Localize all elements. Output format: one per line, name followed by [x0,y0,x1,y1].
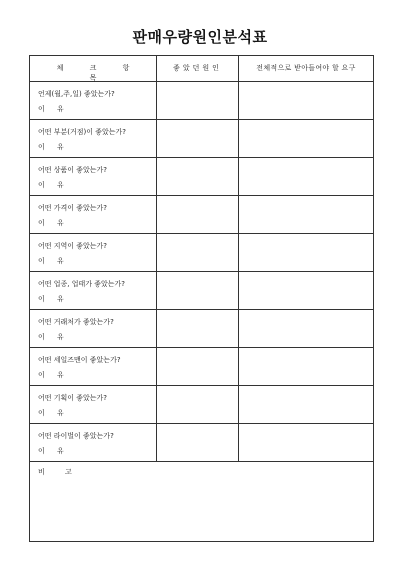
good-reason-cell[interactable] [157,272,239,309]
check-item-cell [30,234,157,271]
check-question: 어떤 기획이 좋았는가? [38,394,108,402]
table-row [30,310,373,348]
table-row [30,120,373,158]
check-question: 어떤 부분(거점)이 좋았는가? [38,128,127,136]
header-to-learn-label: 전체적으로 받아들여야 할 요구 [256,64,356,72]
table-row [30,82,373,120]
good-reason-cell[interactable] [157,196,239,233]
header-check-item [30,56,157,81]
good-reason-cell[interactable] [157,234,239,271]
check-item-cell [30,82,157,119]
to-learn-cell[interactable] [239,120,373,157]
reason-label: 이 유 [38,447,69,455]
table-row [30,424,373,462]
good-reason-cell[interactable] [157,348,239,385]
page-title: 판매우량원인분석표 [132,28,268,46]
check-question: 어떤 지역이 좋았는가? [38,242,108,250]
good-reason-cell[interactable] [157,82,239,119]
reason-label: 이 유 [38,181,69,189]
to-learn-cell[interactable] [239,348,373,385]
remarks-box[interactable] [30,462,373,541]
analysis-table [29,55,374,542]
reason-label: 이 유 [38,257,69,265]
good-reason-cell[interactable] [157,158,239,195]
remarks-label: 비 고 [38,468,81,476]
check-question: 어떤 라이벌이 좋았는가? [38,432,114,440]
good-reason-cell[interactable] [157,310,239,347]
check-item-cell [30,348,157,385]
check-question: 어떤 가격이 좋았는가? [38,204,108,212]
check-item-cell [30,272,157,309]
table-row [30,272,373,310]
good-reason-cell[interactable] [157,120,239,157]
to-learn-cell[interactable] [239,234,373,271]
to-learn-cell[interactable] [239,272,373,309]
check-item-cell [30,310,157,347]
good-reason-cell[interactable] [157,424,239,461]
check-item-cell [30,424,157,461]
check-item-cell [30,120,157,157]
reason-label: 이 유 [38,143,69,151]
to-learn-cell[interactable] [239,424,373,461]
reason-label: 이 유 [38,371,69,379]
reason-label: 이 유 [38,333,69,341]
table-header-row [30,56,373,82]
table-row [30,348,373,386]
to-learn-cell[interactable] [239,82,373,119]
check-item-cell [30,386,157,423]
reason-label: 이 유 [38,219,69,227]
to-learn-cell[interactable] [239,386,373,423]
table-row [30,158,373,196]
to-learn-cell[interactable] [239,310,373,347]
to-learn-cell[interactable] [239,196,373,233]
check-question: 어떤 거래처가 좋았는가? [38,318,114,326]
reason-label: 이 유 [38,105,69,113]
check-item-cell [30,196,157,233]
check-question: 어떤 세일즈맨이 좋았는가? [38,356,121,364]
header-to-learn [239,56,373,81]
to-learn-cell[interactable] [239,158,373,195]
check-question: 언제(월,주,일) 좋았는가? [38,90,115,98]
table-row [30,386,373,424]
table-row [30,196,373,234]
reason-label: 이 유 [38,295,69,303]
header-good-reason-label: 좋았던원인 [173,64,222,72]
reason-label: 이 유 [38,409,69,417]
check-question: 어떤 상품이 좋았는가? [38,166,108,174]
table-row [30,234,373,272]
header-check-item-label: 체 크 항 목 [56,64,142,82]
check-question: 어떤 업종, 업태가 좋았는가? [38,280,125,288]
header-good-reason [157,56,239,81]
check-item-cell [30,158,157,195]
good-reason-cell[interactable] [157,386,239,423]
